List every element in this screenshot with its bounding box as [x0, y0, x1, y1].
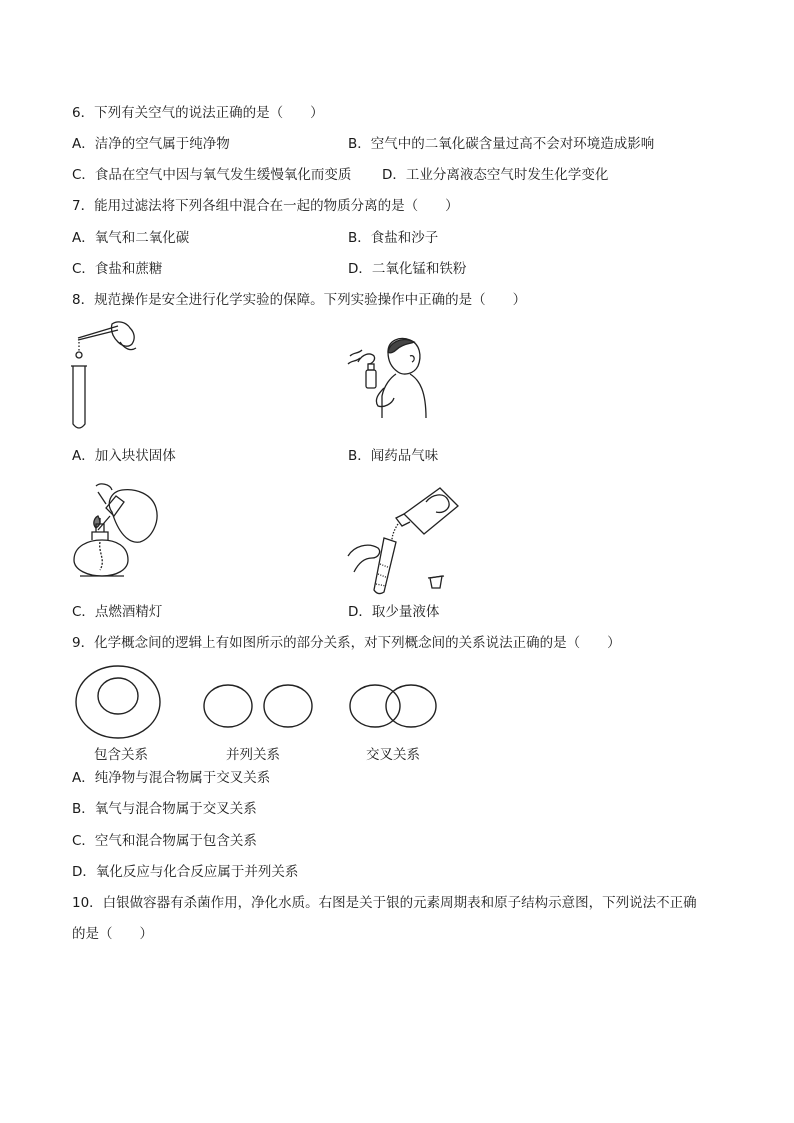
q7-option-a: A．氧气和二氧化碳 [72, 230, 190, 246]
venn-label-inclusion: 包含关系 [94, 747, 148, 763]
q10-stem-line2: 的是（ ） [72, 926, 153, 942]
q6-option-a: A．洁净的空气属于纯净物 [72, 136, 230, 152]
venn-intersect-right [386, 685, 436, 727]
q9-option-c: C．空气和混合物属于包含关系 [72, 833, 257, 849]
figure-add-solid [66, 318, 146, 436]
venn-inclusion-inner [98, 678, 138, 714]
q10-stem-line1: 10．白银做容器有杀菌作用，净化水质。右图是关于银的元素周期表和原子结构示意图，下列说法不正确 [72, 895, 697, 911]
venn-parallel-left [204, 685, 252, 727]
venn-inclusion-outer [76, 666, 160, 738]
q8-option-d: D．取少量液体 [348, 604, 440, 620]
q9-stem: 9．化学概念间的逻辑上有如图所示的部分关系，对下列概念间的关系说法正确的是（ ） [72, 635, 621, 651]
venn-diagrams [70, 664, 450, 742]
q8-option-b: B．闻药品气味 [348, 448, 439, 464]
figure-light-alcohol-lamp [66, 482, 162, 582]
q8-option-c: C．点燃酒精灯 [72, 604, 163, 620]
q6-option-c: C．食品在空气中因与氧气发生缓慢氧化而变质 [72, 167, 352, 183]
q6-option-d: D．工业分离液态空气时发生化学变化 [382, 167, 609, 183]
figure-smell-chemical [344, 334, 430, 420]
q7-option-d: D．二氧化锰和铁粉 [348, 261, 467, 277]
q6-option-b: B．空气中的二氧化碳含量过高不会对环境造成影响 [348, 136, 655, 152]
q7-stem: 7．能用过滤法将下列各组中混合在一起的物质分离的是（ ） [72, 198, 459, 214]
q9-option-a: A．纯净物与混合物属于交叉关系 [72, 770, 271, 786]
q9-option-d: D．氧化反应与化合反应属于并列关系 [72, 864, 299, 880]
venn-parallel-right [264, 685, 312, 727]
q6-stem: 6．下列有关空气的说法正确的是（ ） [72, 105, 324, 121]
q9-option-b: B．氧气与混合物属于交叉关系 [72, 801, 257, 817]
venn-label-parallel: 并列关系 [226, 747, 280, 763]
q7-option-c: C．食盐和蔗糖 [72, 261, 163, 277]
venn-label-intersection: 交叉关系 [366, 747, 420, 763]
figure-pour-liquid [344, 484, 464, 596]
q8-option-a: A．加入块状固体 [72, 448, 176, 464]
q8-stem: 8．规范操作是安全进行化学实验的保障。下列实验操作中正确的是（ ） [72, 292, 527, 308]
q7-option-b: B．食盐和沙子 [348, 230, 439, 246]
